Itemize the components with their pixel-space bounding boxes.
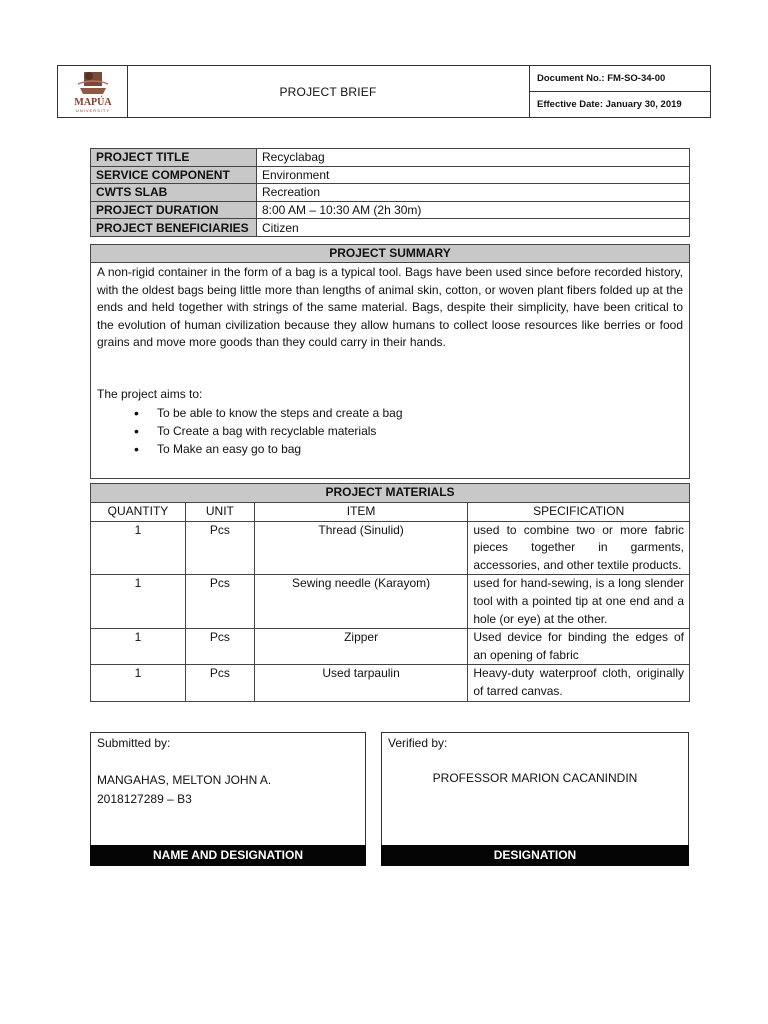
cell-specification: used to combine two or more fabric pieces together in garments, accessories, and other textile products. — [468, 521, 690, 575]
document-meta — [529, 66, 710, 117]
summary-heading: PROJECT SUMMARY — [91, 245, 689, 263]
cell-item: Thread (Sinulid) — [254, 521, 468, 575]
info-row — [91, 166, 690, 184]
info-value: Recyclabag — [257, 149, 690, 167]
project-summary — [90, 244, 690, 479]
cell-specification: Used device for binding the edges of an opening of fabric — [468, 629, 690, 665]
aim-item: • To Make an easy go to bag — [157, 440, 683, 458]
info-row — [91, 201, 690, 219]
cell-quantity: 1 — [91, 665, 186, 701]
submitted-by-label: Submitted by: — [97, 736, 171, 750]
submitter-details — [97, 771, 271, 809]
table-row — [91, 629, 690, 665]
cell-specification: Heavy-duty waterproof cloth, originally of tarred canvas. — [468, 665, 690, 701]
aims-intro: The project aims to: — [97, 386, 203, 401]
info-value: Environment — [257, 166, 690, 184]
table-row — [91, 521, 690, 575]
cell-quantity: 1 — [91, 629, 186, 665]
verified-by-label: Verified by: — [388, 736, 448, 750]
document-title: PROJECT BRIEF — [279, 84, 377, 99]
materials-heading: PROJECT MATERIALS — [91, 484, 690, 503]
cell-unit: Pcs — [185, 665, 254, 701]
aims-list — [97, 404, 683, 458]
info-label: SERVICE COMPONENT — [91, 166, 257, 184]
cell-quantity: 1 — [91, 575, 186, 629]
table-row — [91, 575, 690, 629]
table-row — [91, 665, 690, 701]
cell-unit: Pcs — [185, 575, 254, 629]
designation-bar: DESIGNATION — [381, 845, 689, 866]
cell-unit: Pcs — [185, 521, 254, 575]
name-designation-bar: NAME AND DESIGNATION — [90, 845, 366, 866]
column-header-specification: SPECIFICATION — [468, 503, 690, 522]
aim-item: • To Create a bag with recyclable materials — [157, 422, 683, 440]
info-label: PROJECT DURATION — [91, 201, 257, 219]
info-value: Recreation — [257, 184, 690, 202]
cell-quantity: 1 — [91, 521, 186, 575]
info-row — [91, 219, 690, 237]
cell-unit: Pcs — [185, 629, 254, 665]
seal-icon — [58, 66, 128, 117]
submitter-id: 2018127289 – B3 — [97, 792, 192, 806]
info-row — [91, 184, 690, 202]
cell-item: Sewing needle (Karayom) — [254, 575, 468, 629]
cell-specification: used for hand-sewing, is a long slender tool with a pointed tip at one end and a hole (or eye) at the other. — [468, 575, 690, 629]
info-label: PROJECT TITLE — [91, 149, 257, 167]
materials-heading-row — [91, 484, 690, 503]
summary-paragraph: A non-rigid container in the form of a bag is a typical tool. Bags have been used since before recorded history, with the oldest bags being little more than lengths of animal skin, cotton, or woven plant fibers folded up at the ends and held together with strings of the same material. Bags, despite their simplicity, have been critical to the evolution of human civilization because they allow humans to collect loose resources like berries or food grains and move more goods than they could carry in their hands. — [97, 265, 683, 350]
submitted-by-box — [90, 732, 366, 866]
info-label: CWTS SLAB — [91, 184, 257, 202]
info-value: 8:00 AM – 10:30 AM (2h 30m) — [257, 201, 690, 219]
svg-text:MAPÚA: MAPÚA — [74, 97, 112, 108]
materials-table — [90, 483, 690, 702]
info-label: PROJECT BENEFICIARIES — [91, 219, 257, 237]
column-header-quantity: QUANTITY — [91, 503, 186, 522]
project-info-table — [90, 148, 690, 237]
summary-body — [91, 263, 689, 458]
document-number: Document No.: FM-SO-34-00 — [530, 66, 711, 92]
document-header — [57, 65, 711, 118]
aim-item: • To be able to know the steps and create a bag — [157, 404, 683, 422]
info-row — [91, 149, 690, 167]
cell-item: Zipper — [254, 629, 468, 665]
verifier-name: PROFESSOR MARION CACANINDIN — [432, 771, 638, 785]
column-header-unit: UNIT — [185, 503, 254, 522]
materials-header-row — [91, 503, 690, 522]
info-value: Citizen — [257, 219, 690, 237]
effective-date: Effective Date: January 30, 2019 — [537, 99, 682, 110]
column-header-item: ITEM — [254, 503, 468, 522]
verified-by-box — [381, 732, 689, 866]
svg-text:UNIVERSITY: UNIVERSITY — [75, 108, 111, 113]
university-logo — [58, 66, 128, 117]
cell-item: Used tarpaulin — [254, 665, 468, 701]
submitter-name: MANGAHAS, MELTON JOHN A. — [97, 773, 272, 787]
